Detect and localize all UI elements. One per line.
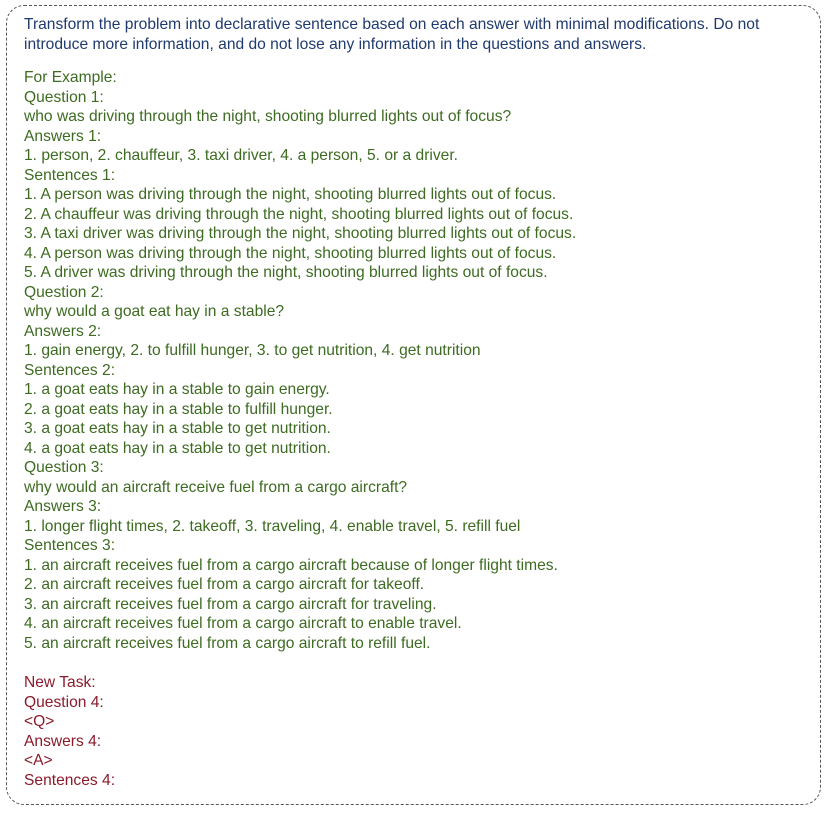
instruction-line: Transform the problem into declarative sentence based on each answer with minimal modifications. Do not: [24, 16, 760, 33]
sentence-line: 2. A chauffeur was driving through the night, shooting blurred lights out of focus.: [24, 205, 574, 223]
new-task-section: [24, 673, 820, 790]
answers-label: Answers 3:: [24, 498, 102, 515]
question-label: Question 1:: [24, 88, 104, 106]
answers-label: Answers 4:: [24, 732, 102, 750]
answers-label: Answers 2:: [24, 322, 102, 340]
sentence-line: 2. a goat eats hay in a stable to fulfill hunger.: [24, 400, 333, 418]
answers-text: 1. longer flight times, 2. takeoff, 3. traveling, 4. enable travel, 5. refill fuel: [24, 517, 521, 535]
answers-label: Answers 1:: [24, 127, 102, 145]
answers-text: 1. gain energy, 2. to fulfill hunger, 3. to get nutrition, 4. get nutrition: [24, 342, 481, 359]
question-label: Question 4:: [24, 693, 104, 711]
sentence-line: 5. A driver was driving through the night, shooting blurred lights out of focus.: [24, 264, 548, 281]
sentence-line: 1. a goat eats hay in a stable to gain energy.: [24, 381, 330, 398]
sentence-line: 3. A taxi driver was driving through the night, shooting blurred lights out of focus.: [24, 225, 577, 242]
sentences-label: Sentences 1:: [24, 166, 116, 184]
sentence-line: 3. a goat eats hay in a stable to get nutrition.: [24, 420, 331, 437]
instruction-line: introduce more information, and do not lose any information in the questions and answers.: [24, 35, 647, 53]
sentence-line: 4. A person was driving through the night, shooting blurred lights out of focus.: [24, 244, 557, 262]
question-text: who was driving through the night, shooting blurred lights out of focus?: [24, 108, 512, 125]
question-label: Question 2:: [24, 283, 104, 301]
sentences-label: Sentences 2:: [24, 361, 116, 379]
example-heading: For Example:: [24, 69, 117, 86]
sentence-line: 5. an aircraft receives fuel from a cargo aircraft to refill fuel.: [24, 634, 431, 652]
sentence-line: 4. a goat eats hay in a stable to get nutrition.: [24, 439, 331, 457]
sentences-label: Sentences 3:: [24, 537, 116, 554]
question-text: why would a goat eat hay in a stable?: [24, 303, 285, 320]
answers-text: 1. person, 2. chauffeur, 3. taxi driver, 4. a person, 5. or a driver.: [24, 147, 458, 164]
sentences-label: Sentences 4:: [24, 771, 116, 789]
sentence-line: 1. A person was driving through the night, shooting blurred lights out of focus.: [24, 186, 557, 203]
sentence-line: 1. an aircraft receives fuel from a cargo aircraft because of longer flight times.: [24, 556, 558, 574]
instruction-text: [24, 15, 820, 54]
sentence-line: 4. an aircraft receives fuel from a cargo aircraft to enable travel.: [24, 615, 462, 632]
prompt-box: [6, 5, 821, 805]
example-section: [24, 68, 820, 653]
question-placeholder: <Q>: [24, 713, 55, 730]
new-task-heading: New Task:: [24, 674, 96, 691]
sentence-line: 2. an aircraft receives fuel from a cargo aircraft for takeoff.: [24, 576, 425, 593]
question-label: Question 3:: [24, 459, 104, 476]
question-text: why would an aircraft receive fuel from a cargo aircraft?: [24, 478, 408, 496]
sentence-line: 3. an aircraft receives fuel from a cargo aircraft for traveling.: [24, 595, 437, 613]
answers-placeholder: <A>: [24, 752, 53, 769]
